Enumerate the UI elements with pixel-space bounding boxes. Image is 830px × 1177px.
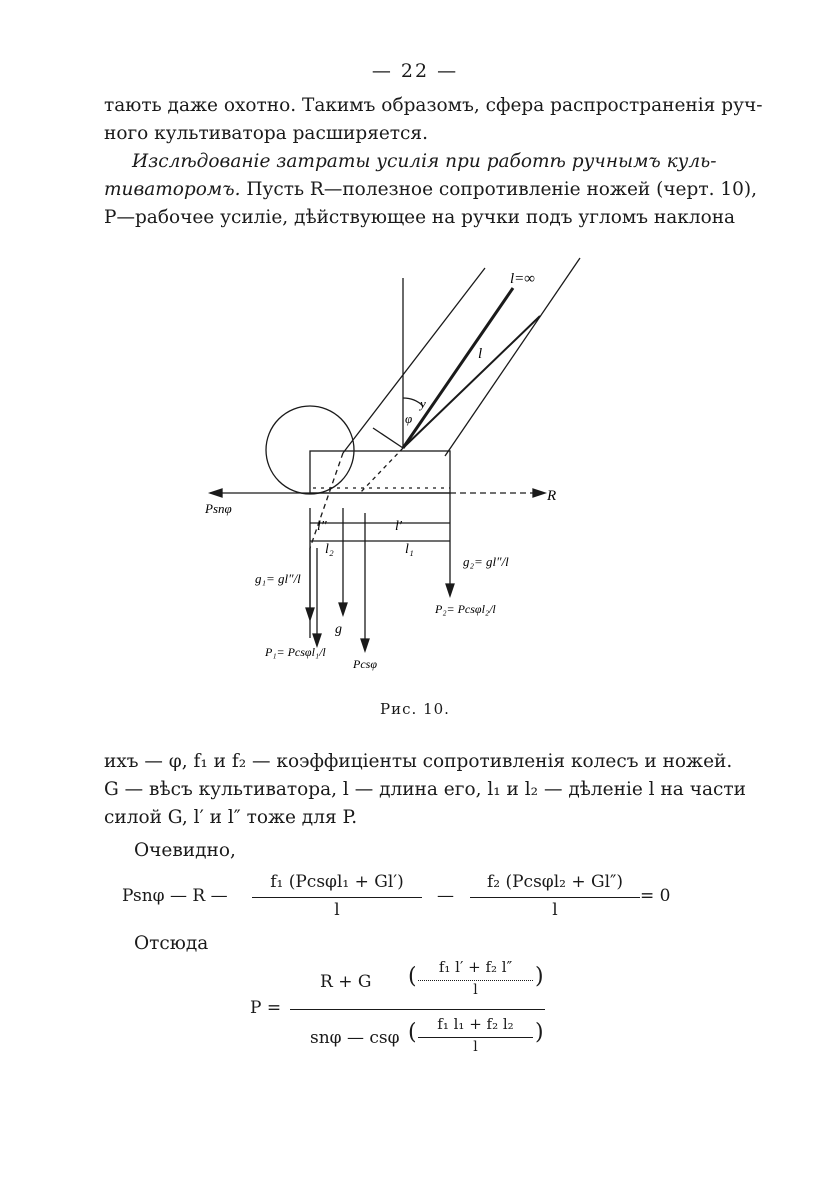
formula-2-num-frac-num: f₁ l′ + f₂ l″	[438, 958, 513, 976]
text-line-4-rest: Пусть R—полезное сопротивленіе ножей (черт. 10),	[240, 179, 757, 200]
label-pcsphi: Pcsφ	[353, 657, 377, 671]
formula-1-minus: —	[437, 886, 454, 906]
formula-2-num-open: (	[408, 964, 417, 989]
label-y: y	[420, 396, 426, 411]
label-l-double: l″	[317, 519, 327, 534]
formula-2-num-close: )	[535, 964, 544, 989]
l-line	[403, 316, 540, 448]
formula-2-den-frac-num: f₁ l₁ + f₂ l₂	[437, 1015, 514, 1033]
text-line-4	[104, 179, 757, 200]
label-l1: l₁	[405, 542, 414, 557]
formula-2-num-main: R + G	[320, 972, 372, 992]
formula-2-num-frac-den: l	[473, 982, 478, 998]
pcs-arrow	[361, 639, 369, 651]
label-l-single: l′	[395, 519, 402, 534]
dash-diag	[360, 448, 403, 493]
formula-2-lhs: P =	[250, 998, 282, 1018]
text-line-5: P—рабочее усиліе, дѣйствующее на ручки подъ угломъ наклона	[104, 207, 736, 228]
formula-2-den-main: snφ — csφ	[310, 1028, 400, 1048]
label-p1: P₁= Pcsφl₁/l	[265, 645, 326, 659]
formula-1-frac2-num: f₂ (Pcsφl₂ + Gl″)	[486, 872, 624, 892]
psn-arrow	[210, 489, 222, 497]
label-l: l	[478, 346, 483, 362]
text-line-8: силой G, l′ и l″ тоже для P.	[104, 807, 358, 828]
text-line-6: ихъ — φ, f₁ и f₂ — коэффиціенты сопротивленія колесъ и ножей.	[104, 751, 733, 772]
page-number: — 22 —	[371, 60, 459, 82]
r-arrow	[533, 489, 545, 497]
formula-1-frac1-num: f₁ (Pcsφl₁ + Gl′)	[270, 872, 404, 892]
formula-1-rhs: = 0	[640, 886, 671, 906]
section-heading-end: тиваторомъ.	[104, 179, 241, 200]
formula-1-frac2-den: l	[552, 900, 558, 920]
g2-arrow	[446, 584, 454, 596]
formula-2-num-frac-bar	[418, 980, 533, 981]
text-line-2: ного культиватора расширяется.	[104, 123, 428, 144]
text-line-7: G — вѣсъ культиватора, l — длина его, l₁ и l₂ — дѣленіе l на части	[104, 779, 746, 800]
label-R: R	[547, 488, 557, 504]
figure-10-diagram	[195, 248, 605, 688]
label-p2: P₂= Pcsφl₂/l	[435, 602, 496, 616]
formula-2-den-frac-den: l	[473, 1039, 478, 1055]
text-line-1: тають даже охотно. Такимъ образомъ, сфера распространенія руч-	[104, 95, 763, 116]
label-g1: g₁= gl″/l	[255, 571, 301, 586]
label-phi: φ	[405, 411, 413, 426]
formula-1-lhs: Psnφ — R —	[122, 886, 228, 906]
figure-caption: Рис. 10.	[380, 700, 450, 718]
label-g2: g₂= gl″/l	[463, 554, 509, 569]
label-psnphi: Psnφ	[205, 501, 232, 516]
g1-arrow	[306, 608, 314, 620]
text-line-9: Очевидно,	[134, 840, 236, 861]
text-line-10: Отсюда	[134, 933, 209, 954]
formula-2-den-open: (	[408, 1020, 417, 1045]
label-l2: l₂	[325, 542, 334, 557]
g-arrow	[339, 603, 347, 615]
formula-2-den-frac-bar	[418, 1037, 533, 1038]
formula-2-main-bar	[290, 1009, 545, 1010]
section-heading: Изслѣдованіе затраты усилія при работѣ ручнымъ куль-	[132, 151, 717, 172]
formula-1-frac1-den: l	[334, 900, 340, 920]
text-line-3	[104, 151, 717, 172]
formula-1-frac2-bar	[470, 897, 640, 898]
perp-line	[373, 428, 403, 448]
formula-2-den-close: )	[535, 1020, 544, 1045]
label-l-infinity: l=∞	[510, 271, 535, 287]
l-infinity-line	[403, 288, 513, 448]
formula-1-frac1-bar	[252, 897, 422, 898]
label-g: g	[335, 622, 342, 637]
